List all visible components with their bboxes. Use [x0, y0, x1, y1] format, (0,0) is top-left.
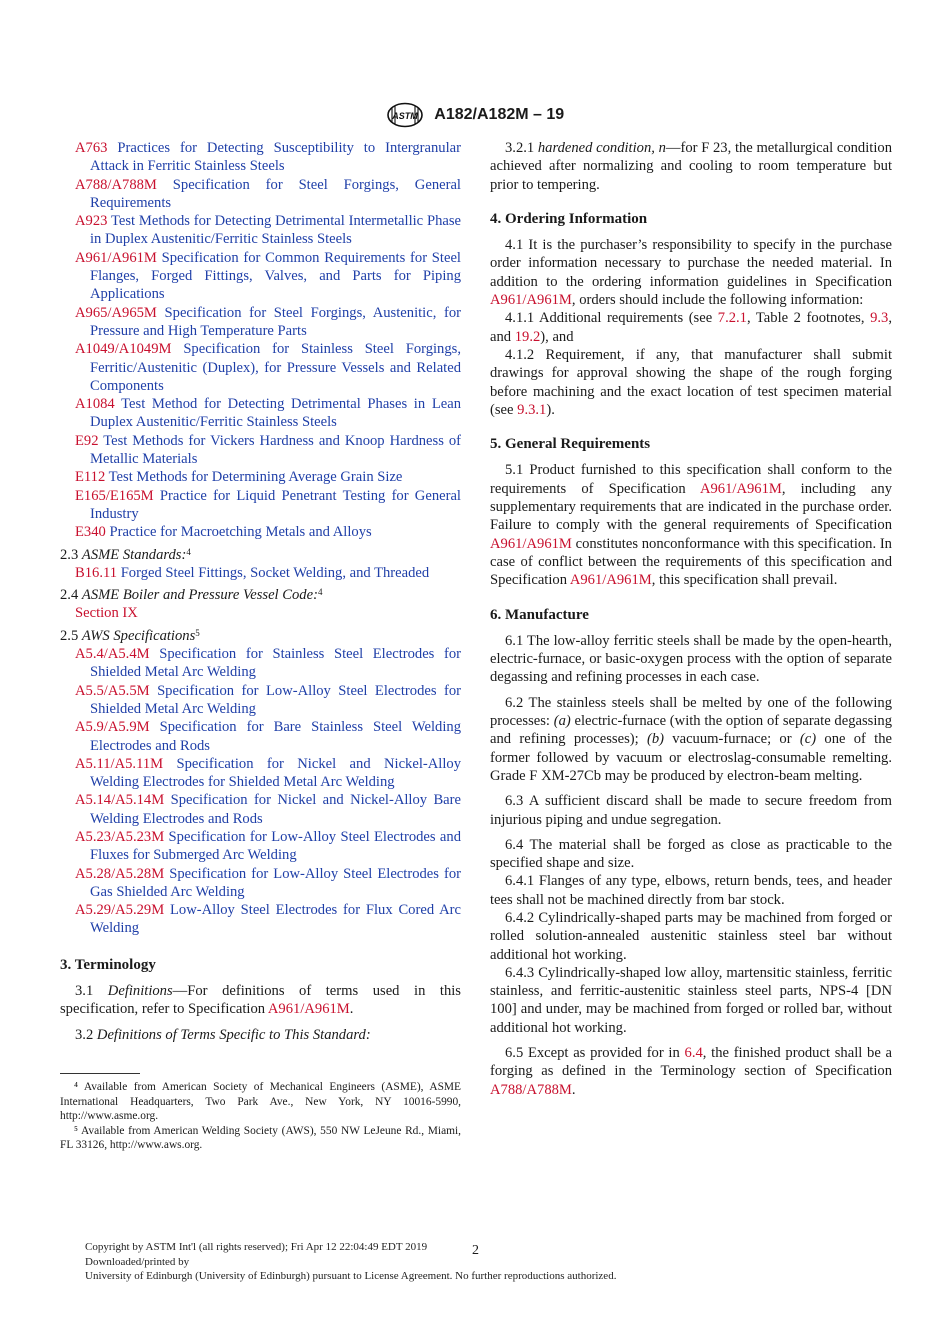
reference-item[interactable]	[75, 523, 461, 541]
right-column	[490, 139, 892, 1099]
reference-code-link[interactable]: A788/A788M	[75, 176, 157, 193]
reference-title: Specification for Low-Alloy Steel Electrodes and Fluxes for Submerged Arc Welding	[90, 828, 461, 864]
reference-code-link[interactable]: E92	[75, 432, 99, 449]
reference-item[interactable]	[75, 395, 461, 432]
reference-title: Specification for Steel Forgings, Austenitic, for Pressure and High Temperature Parts	[90, 304, 462, 339]
aws-specifications-list	[75, 645, 461, 938]
link-a961[interactable]: A961/A961M	[490, 535, 572, 552]
reference-title: Specification for Stainless Steel Forgings, Ferritic/Austenitic (Duplex), for Pressure Vessels and Related Components	[90, 341, 461, 394]
section-6-heading: 6. Manufacture	[490, 606, 589, 623]
aws-specifications-heading: 2.5 AWS Specifications$^5$	[60, 627, 200, 644]
section-5-heading: 5. General Requirements	[490, 436, 651, 453]
footnote-4: ⁴ Available from American Society of Mechanical Engineers (ASME), ASME International Headquarters, Two Park Ave., New York, NY 10016-5990, http://www.asme.org.	[60, 1081, 461, 1122]
reference-title: Specification for Low-Alloy Steel Electrodes for Shielded Metal Arc Welding	[90, 682, 461, 717]
reference-item[interactable]	[75, 682, 461, 719]
link-7-2-1[interactable]: 7.2.1	[717, 310, 747, 327]
reference-item[interactable]	[75, 718, 461, 755]
reference-item[interactable]	[75, 828, 461, 865]
link-a788[interactable]: A788/A788M	[490, 1081, 572, 1098]
page-number: 2	[472, 1243, 479, 1258]
reference-title: Specification for Bare Stainless Steel Welding Electrodes and Rods	[90, 719, 461, 754]
reference-item[interactable]	[75, 304, 461, 341]
paragraph-6-4-2: 6.4.2 Cylindrically-shaped parts may be machined from forged or rolled solution-annealed austenitic stainless steel bar without additional hot working.	[490, 909, 892, 963]
reference-title: Practice for Macroetching Metals and Alloys	[109, 524, 372, 541]
link-9-3-1[interactable]: 9.3.1	[517, 401, 547, 418]
footnote-rule	[60, 1073, 140, 1074]
reference-title: Specification for Steel Forgings, General Requirements	[90, 176, 461, 211]
bpvc-heading: 2.4 ASME Boiler and Pressure Vessel Code:$^4$	[60, 587, 323, 604]
reference-code-link[interactable]: A5.23/A5.23M	[75, 828, 165, 845]
reference-code-link[interactable]: A965/A965M	[75, 304, 157, 321]
paragraph-4-1-2: 4.1.2 Requirement, if any, that manufacturer shall submit drawings for approval showing the shape of the rough forging before machining and the exact location of test specimen material (see 9.3.1).	[490, 346, 892, 418]
reference-title: Specification for Nickel and Nickel-Alloy Bare Welding Electrodes and Rods	[90, 792, 461, 827]
astm-logo	[386, 102, 424, 128]
reference-item[interactable]	[75, 176, 461, 213]
reference-item[interactable]	[75, 468, 461, 486]
reference-item[interactable]	[75, 340, 461, 395]
reference-title: Practices for Detecting Susceptibility to Intergranular Attack in Ferritic Stainless Steels	[90, 140, 461, 175]
reference-item[interactable]	[75, 432, 461, 469]
footer-line-3: University of Edinburgh (University of Edinburgh) pursuant to License Agreement. No further reproductions authorized.	[85, 1270, 617, 1282]
reference-title: Specification for Low-Alloy Steel Electrodes for Gas Shielded Arc Welding	[90, 865, 461, 900]
paragraph-3-2-1: 3.2.1 hardened condition, n—for F 23, the metallurgical condition achieved after normalizing and cooling to room temperature but prior to tempering.	[490, 140, 892, 193]
asme-standards-heading: 2.3 ASME Standards:$^4$	[60, 546, 191, 563]
referenced-documents-list	[75, 139, 461, 542]
reference-title: Forged Steel Fittings, Socket Welding, and Threaded	[120, 564, 430, 581]
reference-item[interactable]	[75, 487, 461, 524]
reference-item[interactable]	[75, 865, 461, 902]
paragraph-4-1: 4.1 It is the purchaser’s responsibility to specify in the purchase order information necessary to purchase the needed material. In addition to the ordering information guidelines in Specification A961/A961M, orders should include the following information:	[490, 237, 892, 309]
reference-code-link[interactable]: E340	[75, 524, 106, 541]
reference-code-link[interactable]: E165/E165M	[75, 487, 154, 504]
reference-title: Low-Alloy Steel Electrodes for Flux Cored Arc Welding	[90, 902, 461, 937]
astm-logo-text: ASTM	[392, 111, 418, 121]
reference-code-link[interactable]: A5.28/A5.28M	[75, 865, 165, 882]
section-4-heading: 4. Ordering Information	[490, 210, 648, 227]
reference-title: Specification for Common Requirements for Steel Flanges, Forged Fittings, Valves, and Parts for Piping Applications	[90, 249, 461, 303]
link-19-2[interactable]: 19.2	[514, 328, 541, 345]
reference-item[interactable]	[75, 212, 461, 249]
link-6-4[interactable]: 6.4	[684, 1045, 703, 1062]
reference-code-link[interactable]: A961/A961M	[75, 249, 157, 266]
reference-code-link[interactable]: A763	[75, 140, 108, 156]
footer-line-2: Downloaded/printed by	[85, 1255, 190, 1268]
reference-title: Test Methods for Determining Average Grain Size	[108, 469, 403, 486]
reference-item[interactable]	[75, 791, 461, 828]
reference-title: Test Methods for Vickers Hardness and Knoop Hardness of Metallic Materials	[90, 432, 462, 468]
link-a961[interactable]: A961/A961M	[569, 572, 652, 589]
paragraph-6-3: 6.3 A sufficient discard shall be made to secure freedom from injurious piping and undue segregation.	[490, 793, 892, 828]
paragraph-6-4-3: 6.4.3 Cylindrically-shaped low alloy, martensitic stainless, ferritic stainless, and ferritic-austenitic stainless steel parts, NPS-4 [DN 100] and under, may be machined from forged or rolled bar, without additional hot working.	[490, 964, 892, 1036]
reference-code-link[interactable]: A5.11/A5.11M	[75, 755, 164, 772]
reference-title: Practice for Liquid Penetrant Testing for General Industry	[90, 487, 461, 522]
bpvc-ref-link[interactable]: Section IX	[75, 605, 138, 622]
reference-code-link[interactable]: A1084	[75, 396, 115, 413]
paragraph-4-1-1: 4.1.1 Additional requirements (see 7.2.1, Table 2 footnotes, 9.3, and 19.2), and	[490, 310, 892, 345]
reference-title: Specification for Nickel and Nickel-Alloy Welding Electrodes for Shielded Metal Arc Welding	[90, 755, 461, 791]
link-a961[interactable]: A961/A961M	[267, 1001, 350, 1018]
page-header	[0, 102, 950, 128]
asme-standards-list	[75, 564, 461, 582]
reference-code-link[interactable]: A5.29/A5.29M	[75, 902, 165, 919]
link-a961[interactable]: A961/A961M	[699, 480, 782, 497]
reference-item[interactable]	[75, 564, 461, 582]
paragraph-3-2: 3.2 Definitions of Terms Specific to This Standard:	[75, 1026, 371, 1043]
reference-item[interactable]	[75, 139, 461, 176]
paragraph-6-4: 6.4 The material shall be forged as close as practicable to the specified shape and size.	[490, 836, 892, 872]
link-a961[interactable]: A961/A961M	[490, 292, 572, 309]
reference-code-link[interactable]: A1049/A1049M	[75, 341, 172, 358]
designation-title: A182/A182M – 19	[434, 106, 565, 123]
paragraph-6-2: 6.2 The stainless steels shall be melted by one of the following processes: (a) electric-furnace (with the option of separate degassing and refining processes); (b) vacuum-furnace; or (c) one of the former followed by vacuum or electroslag-consumable remelting. Grade F XM-27Cb may be produced by electron-beam melting.	[490, 694, 893, 784]
reference-title: Test Method for Detecting Detrimental Phases in Lean Duplex Austenitic/Ferritic Stainless Steels	[90, 396, 461, 431]
left-column	[60, 139, 462, 1044]
footer-line-1: Copyright by ASTM Int'l (all rights reserved); Fri Apr 12 22:04:49 EDT 2019	[85, 1241, 428, 1253]
paragraph-3-1: 3.1 Definitions—For definitions of terms used in this specification, refer to Specification A961/A961M.	[60, 983, 461, 1018]
reference-title: Specification for Stainless Steel Electrodes for Shielded Metal Arc Welding	[90, 646, 461, 681]
reference-item[interactable]	[75, 755, 461, 792]
reference-title: Test Methods for Detecting Detrimental Intermetallic Phase in Duplex Austenitic/Ferritic Stainless Steels	[90, 213, 461, 248]
reference-code-link[interactable]: E112	[75, 469, 106, 486]
footnotes	[60, 1080, 461, 1153]
copyright-footer	[85, 1240, 616, 1284]
paragraph-6-1: 6.1 The low-alloy ferritic steels shall be made by the open-hearth, electric-furnace, or basic-oxygen process with the option of separate degassing and refining processes in each case.	[490, 632, 892, 686]
paragraph-6-5: 6.5 Except as provided for in 6.4, the finished product shall be a forging as defined in the Terminology section of Specification A788/A788M.	[490, 1045, 892, 1098]
paragraph-6-4-1: 6.4.1 Flanges of any type, elbows, return bends, tees, and header tees shall not be machined directly from bar stock.	[490, 873, 892, 908]
reference-code-link[interactable]: A5.14/A5.14M	[75, 792, 165, 809]
reference-item[interactable]	[75, 901, 461, 938]
reference-code-link[interactable]: A5.4/A5.4M	[75, 646, 150, 663]
footnote-5: ⁵ Available from American Welding Society (AWS), 550 NW LeJeune Rd., Miami, FL 33126, http://www.aws.org.	[60, 1124, 461, 1151]
reference-code-link[interactable]: A5.5/A5.5M	[75, 682, 150, 699]
link-9-3[interactable]: 9.3	[870, 310, 889, 327]
reference-code-link[interactable]: A5.9/A5.9M	[75, 719, 150, 736]
reference-code-link[interactable]: A923	[75, 213, 108, 230]
section-3-heading: 3. Terminology	[60, 956, 156, 973]
reference-item[interactable]	[75, 645, 461, 682]
reference-item[interactable]	[75, 249, 461, 304]
paragraph-5-1: 5.1 Product furnished to this specification shall conform to the requirements of Specification A961/A961M, including any supplementary requirements that are indicated in the purchase order. Failure to comply with the general requirements of Specification A961/A961M constitutes nonconformance with this specification. In case of conflict between the requirements of this specification and Specification A961/A961M, this specification shall prevail.	[490, 462, 892, 589]
reference-code-link[interactable]: B16.11	[75, 564, 118, 581]
